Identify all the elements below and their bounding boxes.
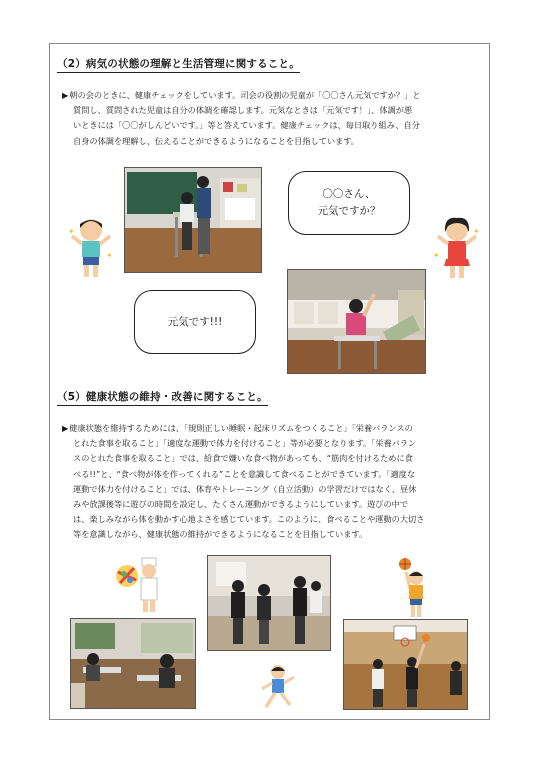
speech-bubble-answer: 元気です!!! xyxy=(134,290,256,354)
section-5-heading: （5）健康状態の維持・改善に関すること。 xyxy=(57,389,268,406)
section-2-line-1: 朝の会のときに、健康チェックをしています。司会の役割の児童が「〇〇さん元気ですか？」と xyxy=(69,90,421,100)
photo-students-playing-hallway xyxy=(207,555,331,651)
section-5-line-5: 運動で体力を付けること」では、体育やトレーニング（自立活動）の学習だけではなく、昼休 xyxy=(73,483,417,494)
section-5-text xyxy=(62,421,482,543)
section-5-line-4: べる!!”と、“食べ物が体を作ってくれる”ことを意識して食べることができています。「適度な xyxy=(73,468,416,479)
running-boy-illustration-icon xyxy=(258,663,298,713)
photo-gym-basketball xyxy=(343,619,468,710)
section-5-line-1: 健康状態を維持するためには、「規則正しい睡眠・起床リズムをつくること」「栄養バランスの xyxy=(69,423,413,433)
svg-text:✦: ✦ xyxy=(433,251,440,260)
section-2-heading: （2）病気の状態の理解と生活管理に関すること。 xyxy=(57,56,300,73)
bullet-marker: ▶ xyxy=(62,90,69,100)
section-2-line-4: 自身の体調を理解し、伝えることができるようになることを目指しています。 xyxy=(73,135,359,146)
svg-text:✦: ✦ xyxy=(68,227,75,236)
svg-text:✦: ✦ xyxy=(473,227,480,236)
basketball-player-illustration-icon xyxy=(394,556,434,620)
section-2-line-2: 質問し、質問された児童は自分の体調を確認します。元気なときは「元気です！」、体調が悪 xyxy=(73,105,413,116)
section-5-line-8: 等を意識しながら、健康状態の維持ができるようになることを目指しています。 xyxy=(73,529,368,540)
section-5-line-6: みや放課後等に遊びの時間を設定し、たくさん運動ができるようにしています。遊びの中で xyxy=(73,499,409,510)
bullet-marker: ▶ xyxy=(62,423,69,433)
nutritionist-illustration-icon xyxy=(114,556,164,614)
section-5-line-3: スのとれた食事を取ること」では、給食で嫌いな食べ物があっても、“筋肉を付けるために食 xyxy=(73,453,413,464)
speech-bubble-question: 〇〇さん、 元気ですか？ xyxy=(288,171,410,235)
photo-student-answering xyxy=(287,269,426,374)
section-5-line-7: は、楽しみながら体を動かす心地よさを感じています。このように、食べることや運動の大切さ xyxy=(73,514,425,525)
photo-health-check-classroom xyxy=(124,167,262,273)
girl-cheering-illustration-icon xyxy=(432,214,482,282)
section-2-line-3: いときには「〇〇がしんどいです。」等と答えています。健康チェックは、毎日取り組み、自分 xyxy=(73,120,420,131)
section-5-line-2: とれた食事を取ること」「適度な運動で体力を付けること」等が必要となります。「栄養バラン xyxy=(73,438,417,449)
photo-students-eating-at-desks xyxy=(70,618,196,709)
boy-cheering-illustration-icon xyxy=(66,214,116,282)
svg-text:✦: ✦ xyxy=(106,251,113,260)
section-2-text xyxy=(62,88,482,149)
